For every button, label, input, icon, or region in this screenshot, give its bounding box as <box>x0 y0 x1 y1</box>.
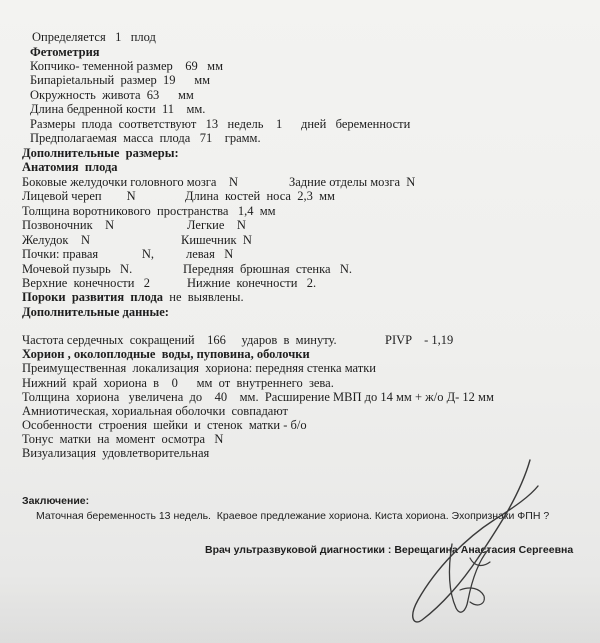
anatomy-heading: Анатомия плода <box>22 160 118 174</box>
lungs-finding: Легкие N <box>187 218 246 232</box>
stomach-finding: Желудок N <box>22 233 91 247</box>
chorion-heading: Хорион , околоплодные воды, пуповина, оболочки <box>22 347 310 361</box>
uterine-tone-finding: Тонус матки на момент осмотра N <box>22 432 224 446</box>
ventricles-finding: Боковые желудочки головного мозга N <box>22 175 238 189</box>
ac-measurement: Окружность живота 63 мм <box>30 88 194 102</box>
paper-shadow <box>0 573 600 643</box>
fetus-count: Определяется 1 плод <box>32 30 156 44</box>
conclusion-text: Маточная беременность 13 недель. Краевое предлежание хориона. Киста хориона. Эхопризнаки ФПН ? <box>36 510 550 522</box>
additional-sizes-heading: Дополнительные размеры: <box>22 146 179 160</box>
kidney-left-finding: левая N <box>186 247 234 261</box>
cervix-finding: Особенности строения шейки и стенок матки - б/о <box>22 418 307 432</box>
heart-rate-finding: Частота сердечных сокращений 166 ударов в минуту. <box>22 333 337 347</box>
nasal-bone-finding: Длина костей носа 2,3 мм <box>185 189 335 203</box>
face-finding: Лицевой череп N <box>22 189 136 203</box>
malformations-value: не выявлены. <box>169 290 244 304</box>
chorion-location: Преимущественная локализация хориона: передняя стенка матки <box>22 361 376 375</box>
fl-measurement: Длина бедренной кости 11 мм. <box>30 102 206 116</box>
malformations-line <box>22 290 244 304</box>
malformations-label: Пороки развития плода <box>22 290 164 304</box>
membranes-finding: Амниотическая, хориальная оболочки совпадают <box>22 404 288 418</box>
estimated-fetal-weight: Предполагаемая масса плода 71 грамм. <box>30 131 261 145</box>
bladder-finding: Мочевой пузырь N. <box>22 262 133 276</box>
additional-data-heading: Дополнительные данные: <box>22 305 169 319</box>
fetometry-heading: Фетометрия <box>30 45 100 59</box>
posterior-brain-finding: Задние отделы мозга N <box>289 175 416 189</box>
bpd-measurement: Бипарietальный размер 19 мм <box>30 73 211 87</box>
gestational-age: Размеры плода соответствуют 13 недель 1 дней беременности <box>30 117 411 131</box>
bowel-finding: Кишечник N <box>181 233 252 247</box>
spine-finding: Позвоночник N <box>22 218 115 232</box>
conclusion-heading: Заключение: <box>22 495 90 507</box>
chorion-thickness: Толщина хориона увеличена до 40 мм. Расширение МВП до 14 мм + ж/о Д- 12 мм <box>22 390 494 404</box>
kidney-right-finding: Почки: правая N, <box>22 247 155 261</box>
visualization-finding: Визуализация удовлетворительная <box>22 446 210 460</box>
crl-measurement: Копчико- теменной размер 69 мм <box>30 59 223 73</box>
upper-limbs-finding: Верхние конечности 2 <box>22 276 151 290</box>
doctor-signature-line: Врач ультразвуковой диагностики : Верещагина Анастасия Сергеевна <box>205 544 574 556</box>
lower-limbs-finding: Нижние конечности 2. <box>187 276 317 290</box>
pulsatility-index: PIVP - 1,19 <box>385 333 454 347</box>
abdominal-wall-finding: Передняя брюшная стенка N. <box>183 262 353 276</box>
nt-finding: Толщина воротникового пространства 1,4 мм <box>22 204 276 218</box>
chorion-edge: Нижний край хориона в 0 мм от внутреннего зева. <box>22 376 334 390</box>
